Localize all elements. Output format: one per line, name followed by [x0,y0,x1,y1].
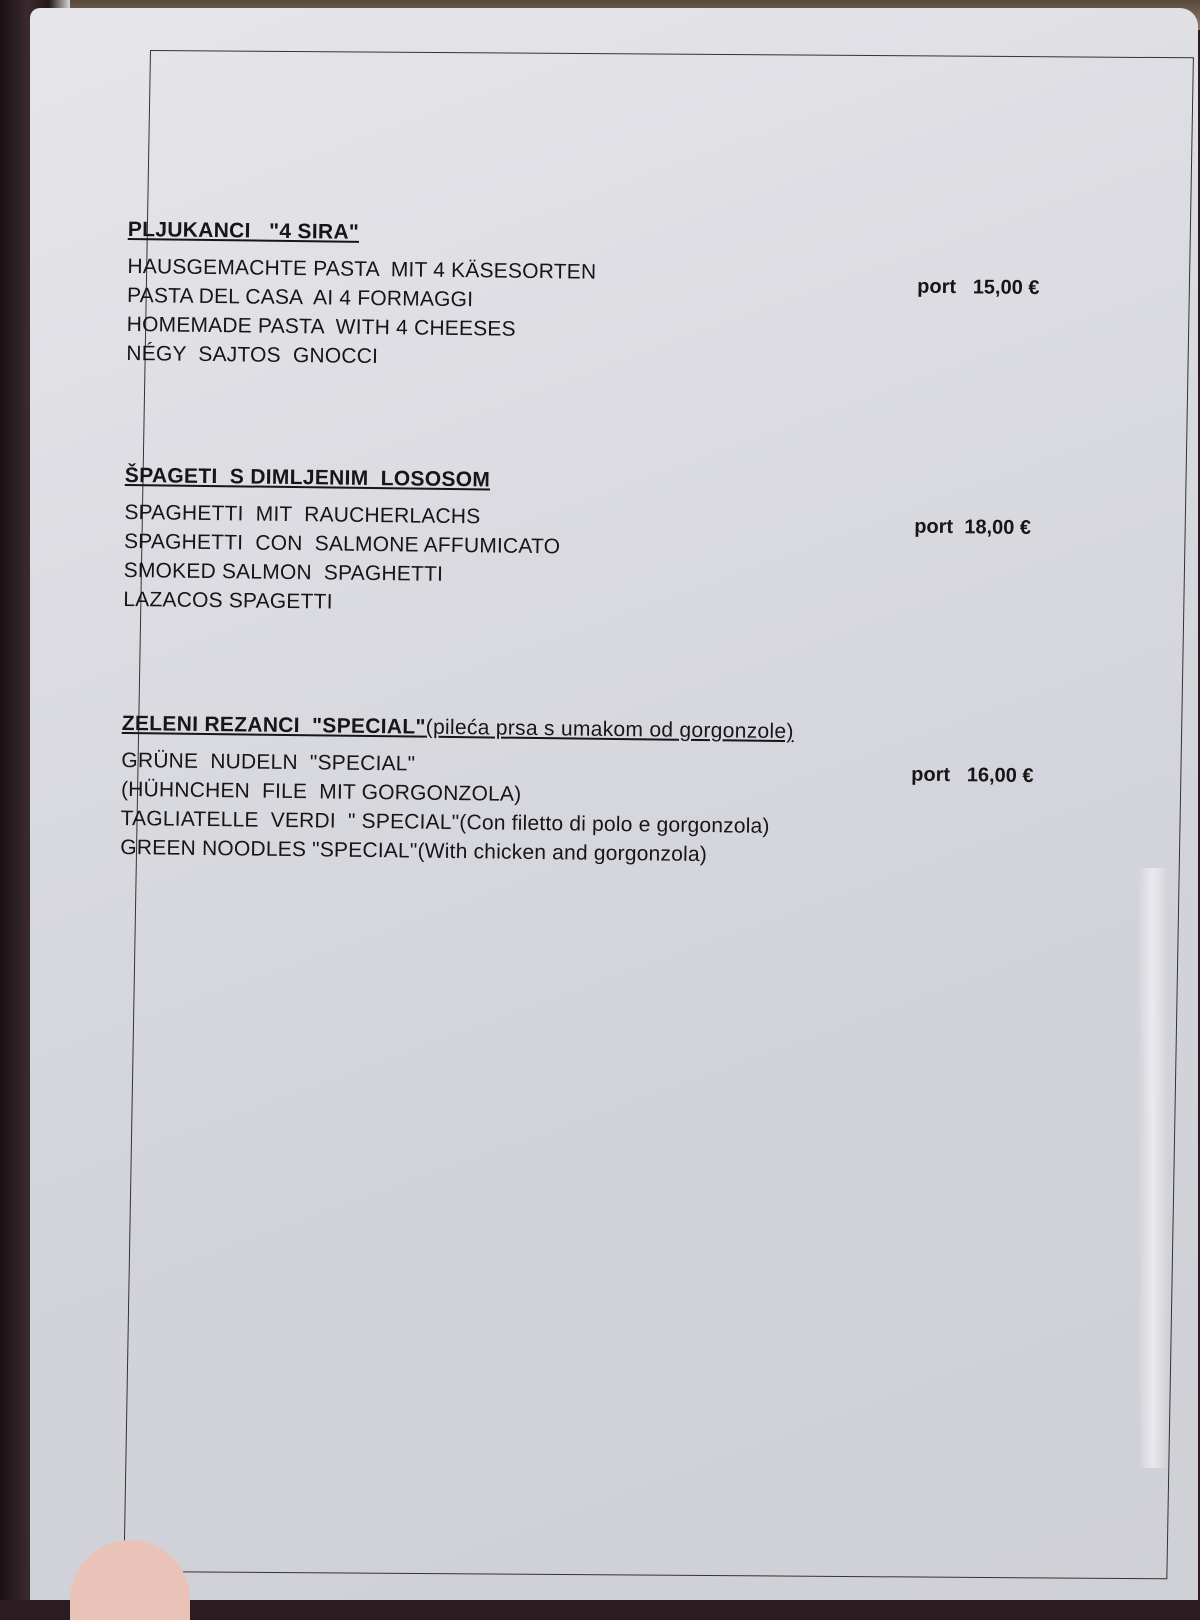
menu-item-price: port 15,00 € [917,275,1040,300]
description-line-italian: PASTA DEL CASA AI 4 FORMAGGI [126,283,474,312]
menu-item-spageti [123,464,1085,626]
description-line-german: SPAGHETTI MIT RAUCHERLACHS [124,500,481,529]
description-line-english: SMOKED SALMON SPAGHETTI [123,558,444,586]
menu-item-price: port 16,00 € [911,763,1034,788]
menu-item-title-main: ZELENI REZANCI "SPECIAL" [121,711,426,739]
menu-item-pljukanci [126,218,1088,380]
description-line-german: GRÜNE NUDELN "SPECIAL" [121,748,416,776]
description-line-german: HAUSGEMACHTE PASTA MIT 4 KÄSESORTEN [127,254,597,284]
description-line-hungarian: LAZACOS SPAGETTI [123,587,333,614]
menu-item-description [126,252,1087,380]
description-line-italian: SPAGHETTI CON SALMONE AFFUMICATO [123,529,561,559]
menu-item-price: port 18,00 € [914,515,1032,540]
description-line-italian: TAGLIATELLE VERDI " SPECIAL"(Con filetto di polo e gorgonzola) [120,806,770,838]
description-line-english: HOMEMADE PASTA WITH 4 CHEESES [126,312,516,341]
menu-item-title: PLJUKANCI "4 SIRA" [127,218,360,244]
menu-item-title-note: (pileća prsa s umakom od gorgonzole) [425,715,794,744]
menu-item-zeleni-rezanci [120,712,1082,874]
description-line-english: GREEN NOODLES "SPECIAL"(With chicken and gorgonzola) [120,835,708,867]
description-line-german-detail: (HÜHNCHEN FILE MIT GORGONZOLA) [120,777,522,806]
description-line-hungarian: NÉGY SAJTOS GNOCCI [126,341,379,369]
menu-item-title: ŠPAGETI S DIMLJENIM LOSOSOM [124,463,491,492]
